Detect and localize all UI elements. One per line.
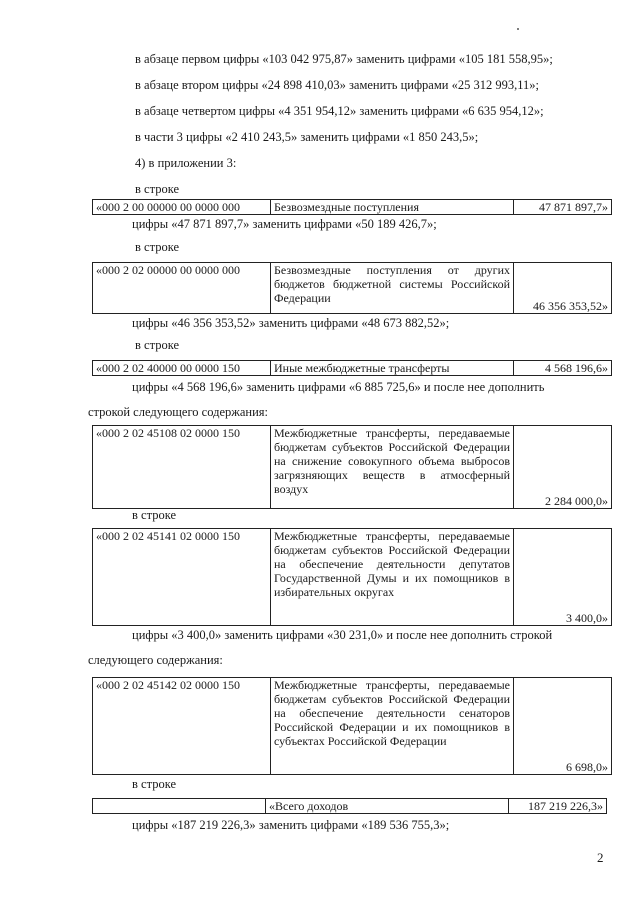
table-row-1 [92,199,612,215]
paragraph-3: в абзаце четвертом цифры «4 351 954,12» заменить цифрами «6 635 954,12»; [135,104,544,118]
in-row-label: в строке [132,508,177,522]
budget-code [93,799,266,814]
table-row-6 [92,677,612,775]
budget-code: «000 2 00 00000 00 0000 000 [93,200,271,215]
table-row-2 [92,262,612,314]
budget-code: «000 2 02 45142 02 0000 150 [93,678,271,775]
paragraph-2: в абзаце втором цифры «24 898 410,03» заменить цифрами «25 312 993,11»; [135,78,539,92]
in-row-label: в строке [135,240,180,254]
replace-line-5: цифры «3 400,0» заменить цифрами «30 231,0» и после нее дополнить строкой [132,628,553,642]
replace-line-2: цифры «46 356 353,52» заменить цифрами «48 673 882,52»; [132,316,450,330]
replace-line-3: цифры «4 568 196,6» заменить цифрами «6 885 725,6» и после нее дополнить [132,380,545,394]
table-row-4 [92,425,612,509]
budget-amount: 187 219 226,3» [509,799,607,814]
budget-name: «Всего доходов [266,799,509,814]
budget-amount: 4 568 196,6» [514,361,612,376]
budget-amount: 2 284 000,0» [514,426,612,509]
budget-name: Иные межбюджетные трансферты [271,361,514,376]
budget-amount: 47 871 897,7» [514,200,612,215]
in-row-label: в строке [135,338,180,352]
budget-name: Межбюджетные трансферты, передаваемые бюджетам субъектов Российской Федерации на обеспечение деятельности депутатов Государственной Думы и их помощников в избирательных округах [271,529,514,626]
paragraph-1: в абзаце первом цифры «103 042 975,87» заменить цифрами «105 181 558,95»; [135,52,553,66]
replace-line-7: цифры «187 219 226,3» заменить цифрами «189 536 755,3»; [132,818,450,832]
page-number: 2 [597,850,604,865]
budget-name: Межбюджетные трансферты, передаваемые бюджетам субъектов Российской Федерации на обеспечение деятельности сенаторов Российской Федерации и их помощников в субъектах Российской Федерации [271,678,514,775]
table-row-5 [92,528,612,626]
budget-code: «000 2 02 45141 02 0000 150 [93,529,271,626]
budget-name: Безвозмездные поступления [271,200,514,215]
table-row-7 [92,798,607,814]
in-row-label: в строке [135,182,180,196]
in-row-label: в строке [132,777,177,791]
paragraph-5: 4) в приложении 3: [135,156,237,170]
budget-amount: 46 356 353,52» [514,263,612,314]
scan-speck [517,28,519,30]
budget-code: «000 2 02 40000 00 0000 150 [93,361,271,376]
budget-code: «000 2 02 00000 00 0000 000 [93,263,271,314]
budget-name: Безвозмездные поступления от других бюджетов бюджетной системы Российской Федерации [271,263,514,314]
budget-code: «000 2 02 45108 02 0000 150 [93,426,271,509]
paragraph-4: в части 3 цифры «2 410 243,5» заменить цифрами «1 850 243,5»; [135,130,479,144]
budget-amount: 3 400,0» [514,529,612,626]
table-row-3 [92,360,612,376]
budget-amount: 6 698,0» [514,678,612,775]
replace-line-1: цифры «47 871 897,7» заменить цифрами «50 189 426,7»; [132,217,437,231]
replace-line-3-cont: строкой следующего содержания: [88,405,269,419]
replace-line-5-cont: следующего содержания: [88,653,223,667]
budget-name: Межбюджетные трансферты, передаваемые бюджетам субъектов Российской Федерации на снижение совокупного объема выбросов загрязняющих веществ в атмосферный воздух [271,426,514,509]
